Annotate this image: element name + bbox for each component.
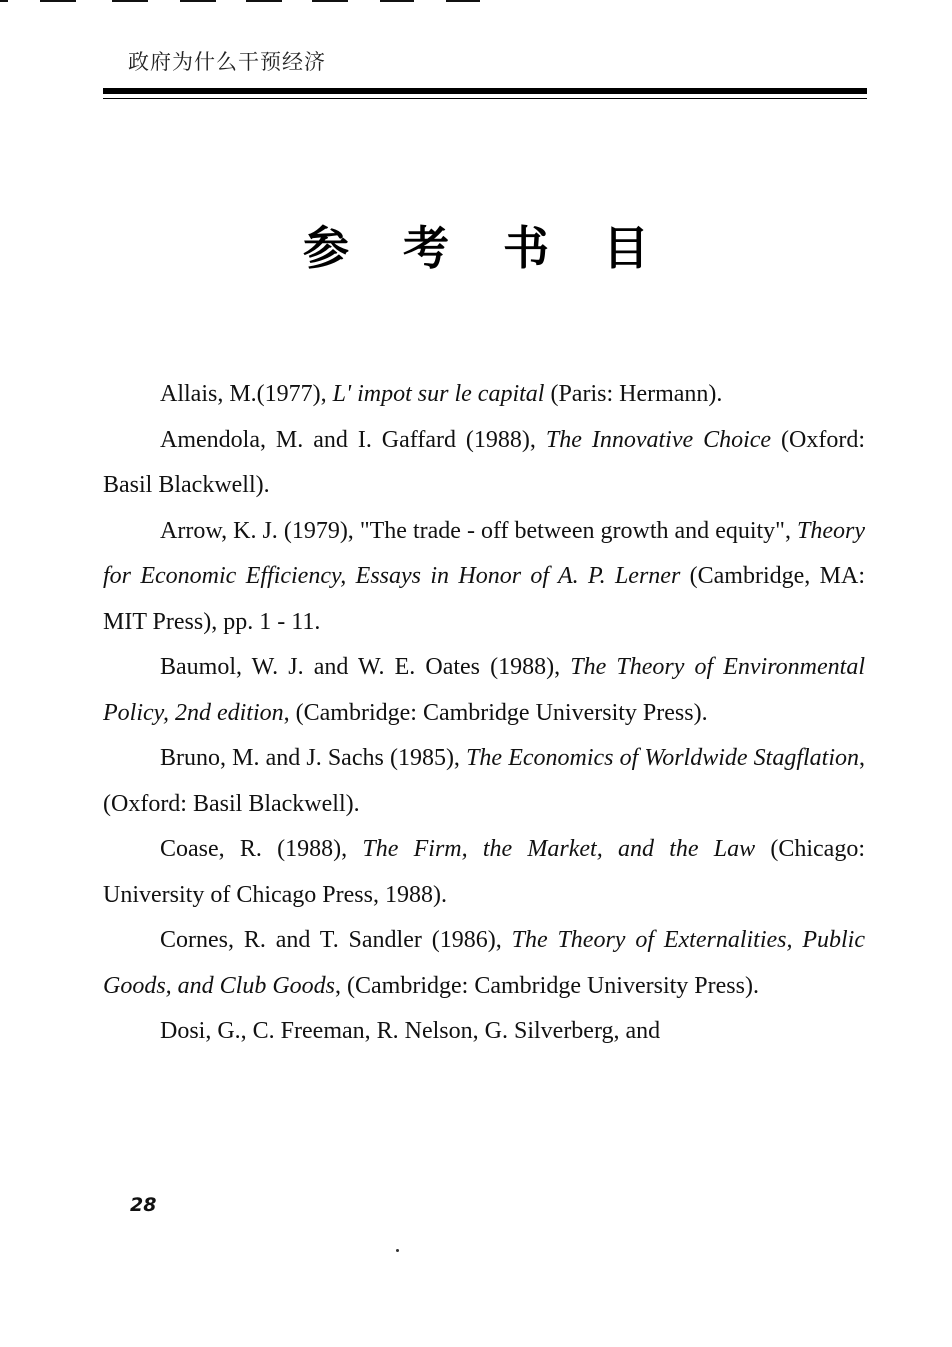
page-number: 28 <box>130 1194 157 1216</box>
reference-text: Dosi, G., C. Freeman, R. Nelson, G. Silverberg, and <box>160 1018 661 1044</box>
reference-text: (Chicago: University of Chicago Press, 1988). <box>103 836 866 908</box>
reference-title: L' impot sur le capital <box>332 381 545 407</box>
reference-title: The Theory of Externalities, Public Goods, and Club Goods <box>103 927 865 999</box>
reference-title: The Theory of Environmental Policy, 2nd edition <box>103 654 865 726</box>
reference-text: Arrow, K. J. (1979), "The trade - off between growth and equity", <box>160 517 797 544</box>
reference-entry-amendola <box>103 418 865 509</box>
reference-title: The Firm, the Market, and the Law <box>362 836 756 862</box>
reference-text: , (Cambridge: Cambridge University Press). <box>283 699 708 726</box>
reference-list <box>103 372 865 1055</box>
reference-text: Amendola, M. and I. Gaffard (1988), <box>160 426 546 453</box>
reference-entry-dosi <box>103 1009 865 1055</box>
reference-text: (Cambridge, MA: MIT Press), pp. 1 - 11. <box>103 563 865 635</box>
top-dash-rule <box>0 0 520 4</box>
reference-text: Allais, M.(1977), <box>160 381 333 407</box>
reference-text: (Paris: Hermann). <box>544 381 723 407</box>
reference-text: (Oxford: Basil Blackwell). <box>103 426 865 498</box>
reference-entry-bruno <box>103 736 865 827</box>
section-title: 参考书目 <box>303 221 703 275</box>
reference-title: The Economics of Worldwide Stagflation <box>466 745 859 771</box>
scan-speck <box>396 1249 399 1252</box>
header-rule-thin <box>103 98 867 99</box>
reference-text: Bruno, M. and J. Sachs (1985), <box>160 745 467 771</box>
reference-entry-baumol <box>103 645 865 736</box>
reference-title: The Innovative Choice <box>545 426 772 453</box>
reference-text: , (Oxford: Basil Blackwell). <box>103 745 865 817</box>
reference-text: , (Cambridge: Cambridge University Press). <box>335 972 759 999</box>
reference-text: Coase, R. (1988), <box>160 836 363 862</box>
running-head: 政府为什么干预经济 <box>128 50 326 74</box>
reference-entry-coase <box>103 827 865 918</box>
reference-text: Cornes, R. and T. Sandler (1986), <box>160 927 512 953</box>
reference-text: Baumol, W. J. and W. E. Oates (1988), <box>160 654 571 680</box>
reference-entry-arrow <box>103 509 865 646</box>
reference-entry-cornes <box>103 918 865 1009</box>
header-rule-thick <box>103 88 867 94</box>
reference-title: Theory for Economic Efficiency, Essays in Honor of A. P. Lerner <box>103 517 865 589</box>
reference-entry-allais <box>103 372 865 418</box>
